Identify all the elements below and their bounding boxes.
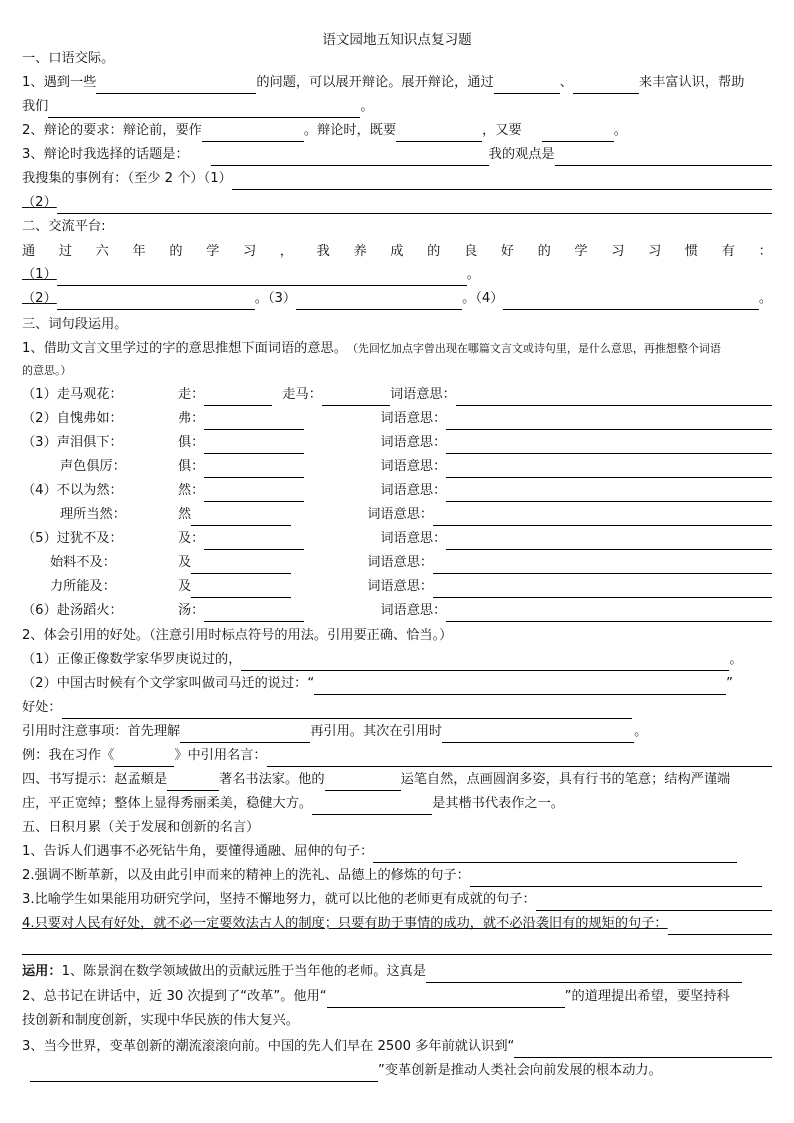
idiom-meaning-blank[interactable] <box>433 556 772 574</box>
idiom: 自愧弗如： <box>56 411 123 426</box>
word-row <box>22 408 772 430</box>
idiom: 理所当然： <box>60 507 126 522</box>
section-1-heading: 一、口语交际。 <box>22 51 115 66</box>
idiom: 声泪俱下： <box>56 435 123 450</box>
section-2-heading: 二、交流平台: <box>22 219 106 234</box>
idiom: 过犹不及： <box>56 531 123 546</box>
blank[interactable] <box>314 677 726 695</box>
blank[interactable] <box>202 124 304 142</box>
intro-char: 习 <box>648 244 662 259</box>
apply-question-2: 2、总书记在讲话中，近 30 次提到了“改革”。他用“ ”的道理提出希望，要坚持科 <box>22 986 772 1008</box>
s1-examples-1: 我搜集的事例有：（至少 2 个）（1） <box>22 168 772 190</box>
idiom-meaning-blank[interactable] <box>433 580 772 598</box>
blank[interactable] <box>442 725 634 743</box>
section-4-line-2: 庄，平正宽绰；整体上显得秀丽柔美，稳健大方。 是其楷书代表作之一。 <box>22 793 772 815</box>
s3-benefit: 好处： <box>22 697 772 719</box>
blank[interactable] <box>503 292 758 310</box>
word-term <box>22 600 178 622</box>
idiom: 力所能及： <box>50 579 116 594</box>
row-number: （3） <box>22 435 57 450</box>
blank[interactable] <box>114 749 174 767</box>
blank[interactable] <box>327 990 565 1008</box>
intro-char: 习 <box>611 244 625 259</box>
blank[interactable] <box>241 653 729 671</box>
s2-habits-2-4: （2） 。（3） 。（4） 。 <box>22 288 772 310</box>
meaning-label: 词语意思： <box>367 579 434 594</box>
apply-question-1: 运用： 1、陈景润在数学领域做出的贡献远胜于当年他的老师。这真是 <box>22 961 772 983</box>
idiom: 走马观花： <box>56 387 123 402</box>
key-character: 弗： <box>178 411 205 426</box>
idiom-meaning-blank[interactable] <box>446 460 772 478</box>
char-meaning-blank[interactable] <box>191 508 291 526</box>
word-term <box>22 576 178 598</box>
apply-question-3-cont: ”变革创新是推动人类社会向前发展的根本动力。 <box>22 1060 772 1082</box>
section-3-heading: 三、词句段运用。 <box>22 317 128 332</box>
word-term <box>22 384 178 406</box>
s3-quote-1: （1）正像正像数学家华罗庚说过的， 。 <box>22 649 772 671</box>
s3-question-1: 1、借助文言文里学过的字的意思推想下面词语的意思。 （先回忆加点字曾出现在哪篇文言文或诗句里，是什么意思，再推想整个词语 <box>22 341 721 356</box>
intro-char: 有 <box>721 244 735 259</box>
word-row <box>22 576 772 598</box>
key-phrase: 走马： <box>282 387 322 402</box>
char-meaning-blank[interactable] <box>204 436 304 454</box>
idiom-meaning-blank[interactable] <box>446 436 772 454</box>
blank[interactable] <box>232 172 772 190</box>
char-meaning-blank[interactable] <box>204 532 304 550</box>
intro-char: 学 <box>574 244 588 259</box>
word-term <box>22 480 178 502</box>
intro-char: 养 <box>353 244 367 259</box>
word-row <box>22 504 772 526</box>
blank[interactable] <box>536 893 772 911</box>
s5-question-4: 4.只要对人民有好处，就不必一定要效法古人的制度；只要有助于事情的成功，就不必沿袭旧有的规矩的句子： <box>22 913 772 935</box>
apply-question-3: 3、当今世界，变革创新的潮流滚滚向前。中国的先人们早在 2500 多年前就认识到“ <box>22 1036 772 1058</box>
intro-char: 惯 <box>684 244 699 259</box>
char-meaning-blank[interactable] <box>191 556 291 574</box>
blank[interactable] <box>48 100 360 118</box>
word-row <box>22 480 772 502</box>
blank[interactable] <box>373 845 737 863</box>
word-term <box>22 504 178 526</box>
key-character: 俱： <box>178 435 205 450</box>
intro-char: 学 <box>206 244 220 259</box>
meaning-label: 词语意思： <box>367 555 434 570</box>
s5-question-3: 3.比喻学生如果能用功研究学问，坚持不懈地努力，就可以比他的老师更有成就的句子： <box>22 889 772 911</box>
blank[interactable] <box>57 268 467 286</box>
blank[interactable] <box>312 797 432 815</box>
s1-examples-2: （2） <box>22 192 772 214</box>
blank[interactable] <box>514 1040 772 1058</box>
blank[interactable] <box>396 124 482 142</box>
meaning-label: 词语意思： <box>380 435 447 450</box>
apply-question-2-cont: 技创新和制度创新，实现中华民族的伟大复兴。 <box>22 1013 299 1028</box>
blank[interactable] <box>296 292 462 310</box>
s2-habits-intro <box>22 241 772 263</box>
intro-char: 六 <box>95 244 109 259</box>
section-5-heading: 五、日积月累（关于发展和创新的名言） <box>22 820 260 835</box>
intro-char: 的 <box>537 244 551 259</box>
idiom-meaning-blank[interactable] <box>446 484 772 502</box>
word-row <box>22 528 772 550</box>
s2-habit-1: （1） 。 <box>22 264 772 286</box>
meaning-label: 词语意思： <box>380 483 447 498</box>
word-term <box>22 408 178 430</box>
s3-question-1-note: 的意思。） <box>22 364 72 377</box>
blank[interactable] <box>426 965 742 983</box>
idiom: 声色俱厉： <box>60 459 126 474</box>
intro-char: 年 <box>132 244 146 259</box>
answer-line <box>22 954 772 955</box>
intro-char: 习 <box>242 244 257 259</box>
intro-char: ， <box>279 244 293 259</box>
s1-question-2: 2、辩论的要求：辩论前，要作 。辩论时，既要 ，又要 。 <box>22 120 772 142</box>
s3-question-2: 2、体会引用的好处。（注意引用时标点符号的用法。引用要正确、恰当。） <box>22 628 453 643</box>
blank[interactable] <box>573 76 639 94</box>
word-row <box>22 456 772 478</box>
idiom-meaning-blank[interactable] <box>446 532 772 550</box>
blank[interactable] <box>542 124 614 142</box>
intro-char: 的 <box>427 244 441 259</box>
intro-char: 我 <box>316 244 330 259</box>
intro-char: 通 <box>22 244 36 259</box>
blank[interactable] <box>57 292 255 310</box>
intro-char: 成 <box>390 244 404 259</box>
s5-question-1: 1、告诉人们遇事不必死钻牛角，要懂得通融、屈伸的句子： <box>22 841 772 863</box>
blank[interactable] <box>668 917 772 935</box>
meaning-label: 词语意思： <box>367 507 434 522</box>
row-number: （1） <box>22 387 57 402</box>
s3-quote-example: 例：我在习作《 》中引用名言： <box>22 745 772 767</box>
char-meaning-blank[interactable] <box>204 388 272 406</box>
blank[interactable] <box>96 76 256 94</box>
idiom-meaning-blank[interactable] <box>446 604 772 622</box>
blank[interactable] <box>167 773 219 791</box>
row-number: （2） <box>22 411 57 426</box>
idiom-meaning-blank[interactable] <box>456 388 772 406</box>
key-character: 及 <box>178 555 192 570</box>
intro-char: 的 <box>169 244 183 259</box>
page-title: 语文园地五知识点复习题 <box>322 32 472 48</box>
word-term <box>22 528 178 550</box>
idiom: 不以为然： <box>56 483 123 498</box>
key-character: 俱： <box>178 459 205 474</box>
word-term <box>22 456 178 478</box>
blank[interactable] <box>494 76 560 94</box>
word-row <box>22 384 772 406</box>
char-meaning-blank[interactable] <box>204 604 304 622</box>
section-4-line-1: 四、书写提示：赵孟頫是 著名书法家。他的 运笔自然，点画圆润多姿，具有行书的笔意；结构严谨端 <box>22 769 772 791</box>
key-character: 走： <box>178 387 205 402</box>
idiom-meaning-blank[interactable] <box>446 412 772 430</box>
word-term <box>22 552 178 574</box>
blank[interactable] <box>62 701 632 719</box>
key-character: 及 <box>178 579 192 594</box>
blank[interactable] <box>325 773 401 791</box>
key-character: 及： <box>178 531 205 546</box>
blank[interactable] <box>555 148 772 166</box>
s3-quote-notes: 引用时注意事项：首先理解 再引用。其次在引用时 。 <box>22 721 772 743</box>
intro-char: 过 <box>58 244 73 259</box>
meaning-label: 词语意思： <box>380 531 447 546</box>
char-meaning-blank[interactable] <box>191 580 291 598</box>
intro-char: ： <box>758 244 772 259</box>
blank[interactable] <box>30 1064 378 1082</box>
blank[interactable] <box>267 749 772 767</box>
row-number: （4） <box>22 483 57 498</box>
char-meaning-blank[interactable] <box>204 412 304 430</box>
intro-char: 好 <box>500 244 514 259</box>
key-character: 然： <box>178 483 205 498</box>
row-number: （5） <box>22 531 57 546</box>
key-character: 汤： <box>178 603 205 618</box>
word-row <box>22 600 772 622</box>
meaning-label: 词语意思： <box>389 387 456 402</box>
s1-question-1-cont: 我们 。 <box>22 96 772 118</box>
word-row <box>22 552 772 574</box>
idiom-meaning-blank[interactable] <box>433 508 772 526</box>
meaning-label: 词语意思： <box>380 411 447 426</box>
s1-question-1: 1、遇到一些 的问题，可以展开辩论。展开辩论，通过 、 来丰富认识，帮助 <box>22 72 772 94</box>
blank[interactable] <box>57 196 772 214</box>
row-number: （6） <box>22 603 57 618</box>
blank[interactable] <box>180 725 310 743</box>
key-character: 然 <box>178 507 192 522</box>
intro-char: 良 <box>463 244 478 259</box>
s1-question-3: 3、辩论时我选择的话题是： 我的观点是 <box>22 144 772 166</box>
char-meaning-blank[interactable] <box>204 484 304 502</box>
s5-question-2: 2.强调不断革新，以及由此引申而来的精神上的洗礼、品德上的修炼的句子： <box>22 865 772 887</box>
word-term <box>22 432 178 454</box>
blank[interactable] <box>470 869 762 887</box>
meaning-label: 词语意思： <box>380 603 447 618</box>
char-meaning-blank[interactable] <box>204 460 304 478</box>
blank[interactable] <box>211 148 489 166</box>
idiom: 始料不及： <box>50 555 116 570</box>
idiom: 赴汤蹈火： <box>56 603 123 618</box>
meaning-label: 词语意思： <box>380 459 447 474</box>
phrase-meaning-blank[interactable] <box>322 388 390 406</box>
s3-quote-2: （2）中国古时候有个文学家叫做司马迁的说过：“ ” <box>22 673 772 695</box>
word-row <box>22 432 772 454</box>
